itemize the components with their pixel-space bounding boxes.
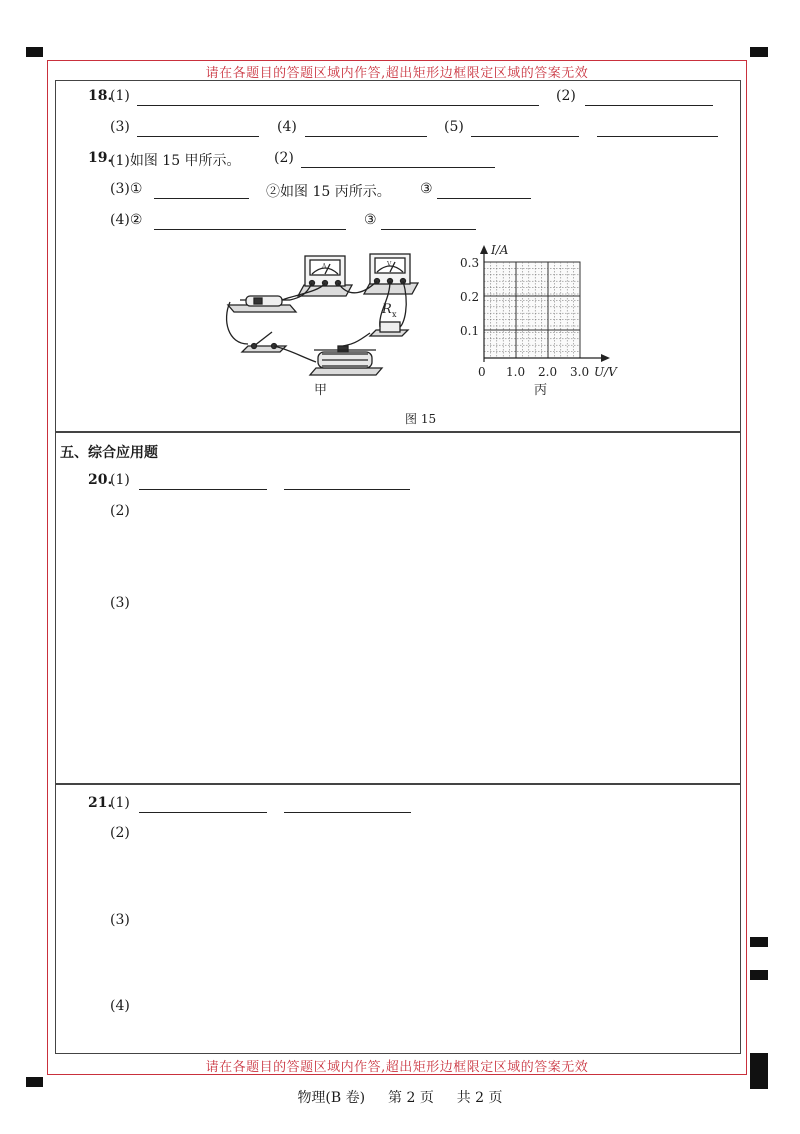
figure-caption: 图 15 — [405, 412, 437, 426]
rheostat-icon — [310, 346, 382, 375]
q20-number: 20. — [88, 472, 113, 488]
footer-page: 第 2 页 — [388, 1090, 434, 1106]
page-footer — [0, 1087, 800, 1107]
q21-part1-answer-line-a[interactable] — [139, 812, 267, 813]
footer-total: 共 2 页 — [456, 1090, 503, 1106]
figure-label-right: 丙 — [534, 383, 548, 398]
graph-y-axis-label: I/A — [491, 243, 509, 257]
registration-mark-right-1 — [750, 937, 768, 947]
q18-part4-label: (4) — [277, 119, 297, 135]
iu-graph — [480, 245, 610, 362]
resistor-subscript: x — [392, 310, 397, 319]
q19-part3-2-text: ②如图 15 丙所示。 — [266, 184, 391, 200]
warning-top: 请在各题目的答题区域内作答,超出矩形边框限定区域的答案无效 — [205, 66, 589, 81]
q20-part1-answer-line-b[interactable] — [284, 489, 410, 490]
q18-part1-label: (1) — [110, 88, 130, 104]
graph-x-axis-label: U/V — [594, 365, 617, 379]
footer-subject: 物理(B 卷) — [297, 1090, 366, 1106]
q19-number: 19. — [88, 150, 113, 166]
registration-mark-bottom-left — [26, 1077, 43, 1087]
q20-part1-answer-line-a[interactable] — [139, 489, 267, 490]
q18-part3-label: (3) — [110, 119, 130, 135]
figure-label-left: 甲 — [314, 383, 328, 398]
graph-x-tick: 2.0 — [538, 365, 558, 379]
section-5-title: 五、综合应用题 — [60, 445, 158, 461]
q20-part3-label: (3) — [110, 595, 130, 611]
graph-x-tick: 1.0 — [506, 365, 526, 379]
q20-part1-label: (1) — [110, 472, 130, 488]
q18-part2-label: (2) — [556, 88, 576, 104]
q19-part3-label: (3)① — [110, 181, 143, 197]
q18-part5-label: (5) — [444, 119, 464, 135]
graph-x-tick: 3.0 — [570, 365, 590, 379]
warning-bottom: 请在各题目的答题区域内作答,超出矩形边框限定区域的答案无效 — [205, 1060, 589, 1075]
q19-part3-3-label: ③ — [420, 181, 433, 197]
ammeter-symbol: A — [322, 263, 327, 270]
voltmeter-symbol: V — [387, 261, 392, 268]
q21-part1-answer-line-b[interactable] — [284, 812, 411, 813]
q21-part4-label: (4) — [110, 998, 130, 1014]
box-q21 — [55, 784, 741, 1054]
registration-mark-right-2 — [750, 970, 768, 980]
graph-y-tick: 0.3 — [460, 256, 480, 270]
voltmeter-icon — [364, 254, 418, 294]
graph-x-tick: 0 — [478, 365, 486, 379]
q19-part4-3-label: ③ — [364, 212, 377, 228]
q19-part4-label: (4)② — [110, 212, 143, 228]
box-q20 — [55, 432, 741, 784]
figure-15 — [0, 0, 800, 440]
graph-y-tick: 0.2 — [460, 290, 480, 304]
q18-number: 18. — [88, 88, 113, 104]
q21-part2-label: (2) — [110, 825, 130, 841]
q21-part1-label: (1) — [110, 795, 130, 811]
registration-mark-right-3 — [750, 1053, 768, 1089]
switch-icon — [242, 332, 286, 352]
resistor-label: R — [382, 302, 392, 317]
q21-number: 21. — [88, 795, 113, 811]
graph-y-tick: 0.1 — [460, 324, 480, 338]
q19-part2-label: (2) — [274, 150, 294, 166]
q20-part2-label: (2) — [110, 503, 130, 519]
q21-part3-label: (3) — [110, 912, 130, 928]
q19-part1-text: (1)如图 15 甲所示。 — [110, 153, 241, 169]
